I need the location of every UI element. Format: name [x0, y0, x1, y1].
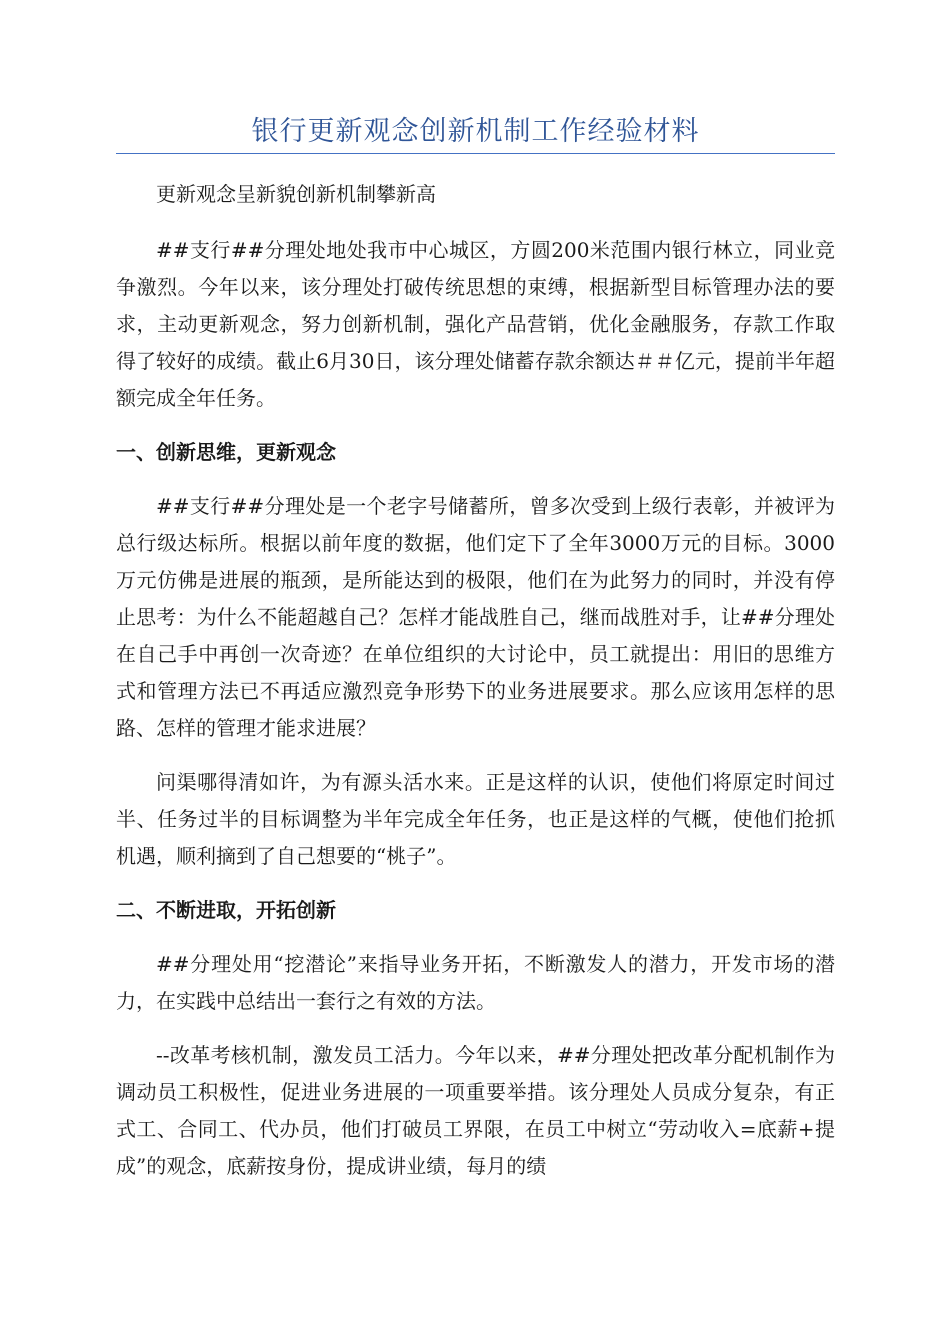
section-1-heading: 一、创新思维，更新观念 [116, 440, 336, 464]
document-body [116, 176, 835, 1202]
title-underline [116, 153, 835, 154]
document-title: 银行更新观念创新机制工作经验材料 [251, 116, 700, 147]
intro-paragraph: ##支行##分理处地处我市中心城区，方圆200米范围内银行林立，同业竞争激烈。今年以来，该分理处打破传统思想的束缚，根据新型目标管理办法的要求，主动更新观念，努力创新机制，强化产品营销，优化金融服务，存款工作取得了较好的成绩。截止6月30日，该分理处储蓄存款余额达＃＃亿元，提前半年超额完成全年任务。 [116, 238, 835, 410]
section-2-paragraph-2: --改革考核机制，激发员工活力。今年以来，##分理处把改革分配机制作为调动员工积极性，促进业务进展的一项重要举措。该分理处人员成分复杂，有正式工、合同工、代办员，他们打破员工界限，在员工中树立“劳动收入=底薪+提成”的观念，底薪按身份，提成讲业绩，每月的绩 [116, 1043, 835, 1178]
section-2-paragraph-1: ##分理处用“挖潜论”来指导业务开拓，不断激发人的潜力，开发市场的潜力，在实践中总结出一套行之有效的方法。 [116, 952, 835, 1013]
document-subtitle: 更新观念呈新貌创新机制攀新高 [156, 182, 436, 206]
section-1-paragraph-2: 问渠哪得清如许，为有源头活水来。正是这样的认识，使他们将原定时间过半、任务过半的目标调整为半年完成全年任务，也正是这样的气概，使他们抢抓机遇，顺利摘到了自己想要的“桃子”。 [116, 770, 835, 868]
section-1-paragraph-1: ##支行##分理处是一个老字号储蓄所，曾多次受到上级行表彰，并被评为总行级达标所。根据以前年度的数据，他们定下了全年3000万元的目标。3000万元仿佛是进展的瓶颈，是所能达到的极限，他们在为此努力的同时，并没有停止思考：为什么不能超越自己？怎样才能战胜自己，继而战胜对手，让##分理处在自己手中再创一次奇迹？在单位组织的大讨论中，员工就提出：用旧的思维方式和管理方法已不再适应激烈竞争形势下的业务进展要求。那么应该用怎样的思路、怎样的管理才能求进展？ [116, 494, 835, 740]
section-2-heading: 二、不断进取，开拓创新 [116, 898, 336, 922]
